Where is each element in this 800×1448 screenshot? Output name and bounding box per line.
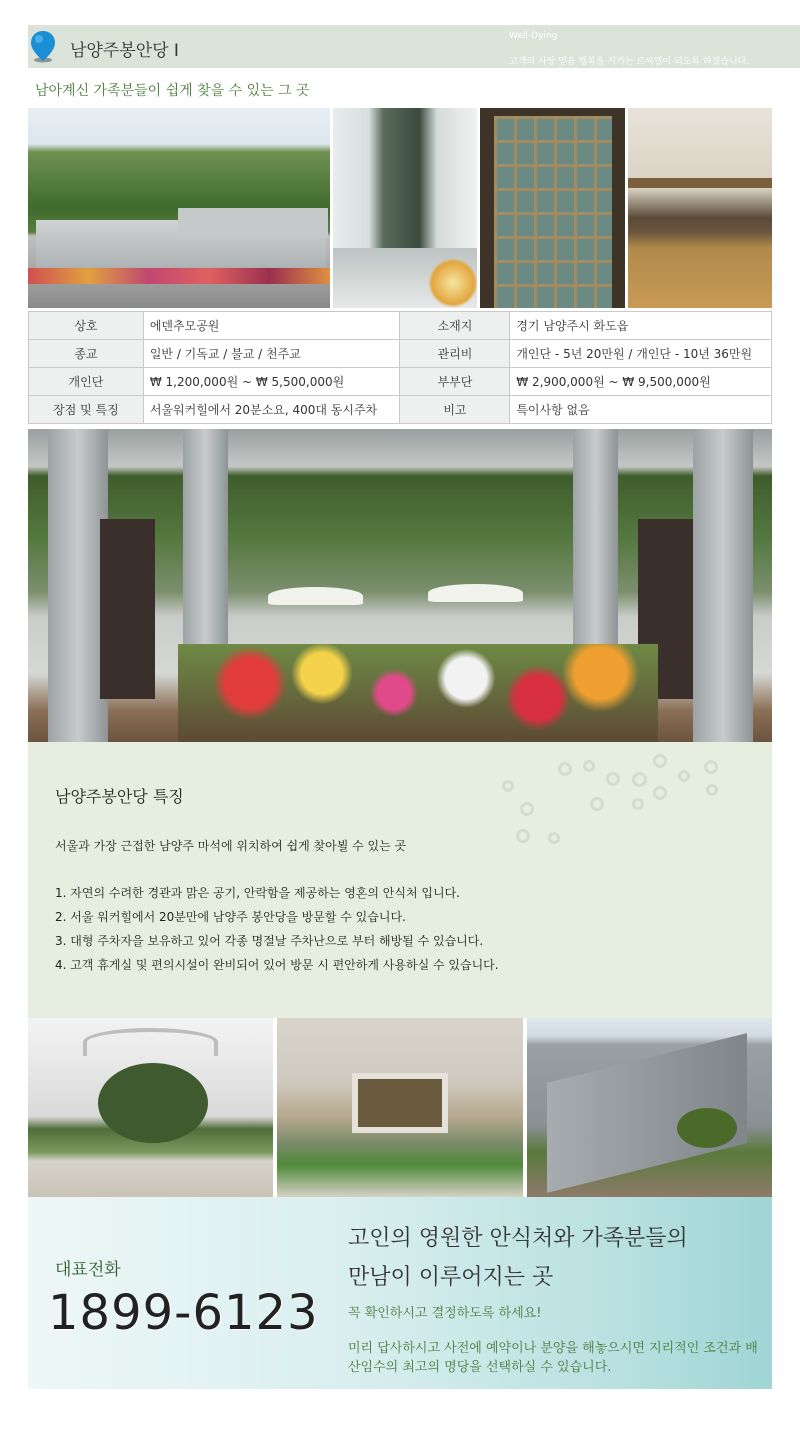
exterior-photo (28, 108, 330, 308)
feature-item: 1. 자연의 수려한 경관과 맑은 공기, 안락함을 제공하는 영혼의 안식처 입니다. (55, 886, 460, 900)
row-label: 상호 (29, 312, 144, 340)
contact-headline-line2: 만남이 이루어지는 곳 (348, 1265, 554, 1290)
niche-wall-photo (480, 108, 625, 308)
row-value: 일반 / 기독교 / 불교 / 천주교 (143, 340, 400, 368)
feature-list (55, 885, 499, 981)
entrance-garden-photo (28, 1018, 273, 1197)
map-pin-icon (30, 30, 56, 63)
courtyard-photo (28, 429, 772, 742)
row-value: 개인단 - 5년 20만원 / 개인단 - 10년 36만원 (510, 340, 772, 368)
contact-headline-line1: 고인의 영원한 안식처와 가족분들의 (348, 1226, 688, 1251)
feature-item: 2. 서울 워커힐에서 20분만에 남양주 봉안당을 방문할 수 있습니다. (55, 910, 406, 924)
row-value: 특이사항 없음 (510, 396, 772, 424)
row-label: 관리비 (400, 340, 510, 368)
row-value: 에덴추모공원 (143, 312, 400, 340)
row-label: 소재지 (400, 312, 510, 340)
lobby-photo (277, 1018, 523, 1197)
row-label: 부부단 (400, 368, 510, 396)
building-exterior-photo (527, 1018, 772, 1197)
table-row (29, 368, 772, 396)
page-header (28, 25, 800, 68)
table-row (29, 396, 772, 424)
feature-intro: 서울과 가장 근접한 남양주 마석에 위치하여 쉽게 찾아뵐 수 있는 곳 (55, 839, 407, 853)
slogan-text: 고객의 사랑 믿음 행복을 지키는 르씨엘이 되도록 하겠습니다. (509, 57, 750, 67)
contact-description: 미리 답사하시고 사전에 예약이나 분양을 해놓으시면 지리적인 조건과 배산임수의 최고의 명당을 선택하실 수 있습니다. (348, 1341, 758, 1375)
row-value: ₩ 1,200,000원 ~ ₩ 5,500,000원 (143, 368, 400, 396)
table-row (29, 312, 772, 340)
page-title: 남양주봉안당 I (70, 41, 179, 61)
feature-title: 남양주봉안당 특징 (55, 787, 184, 806)
row-label: 비고 (400, 396, 510, 424)
table-row (29, 340, 772, 368)
row-value: 서울워커힐에서 20분소요, 400대 동시주차 (143, 396, 400, 424)
feature-section (28, 742, 772, 1018)
contact-note: 꼭 확인하시고 결정하도록 하세요! (348, 1306, 542, 1321)
contact-section (28, 1197, 772, 1389)
tagline: 남아계신 가족분들이 쉽게 찾을 수 있는 그 곳 (35, 83, 310, 99)
row-label: 개인단 (29, 368, 144, 396)
info-table (28, 311, 772, 424)
row-value: ₩ 2,900,000원 ~ ₩ 9,500,000원 (510, 368, 772, 396)
phone-label: 대표전화 (55, 1260, 121, 1280)
feature-item: 3. 대형 주차자을 보유하고 있어 각종 명절날 주차난으로 부터 해방될 수 있습니다. (55, 934, 484, 948)
feature-item: 4. 고객 휴게실 및 편의시설이 완비되어 있어 방문 시 편안하게 사용하실 수 있습니다. (55, 958, 499, 972)
row-label: 종교 (29, 340, 144, 368)
row-value: 경기 남양주시 화도읍 (510, 312, 772, 340)
phone-number[interactable]: 1899-6123 (48, 1285, 319, 1341)
brand-text: Well-Dying (509, 31, 558, 41)
row-label: 장점 및 특징 (29, 396, 144, 424)
hall-photo (628, 108, 772, 308)
corridor-photo (333, 108, 477, 308)
